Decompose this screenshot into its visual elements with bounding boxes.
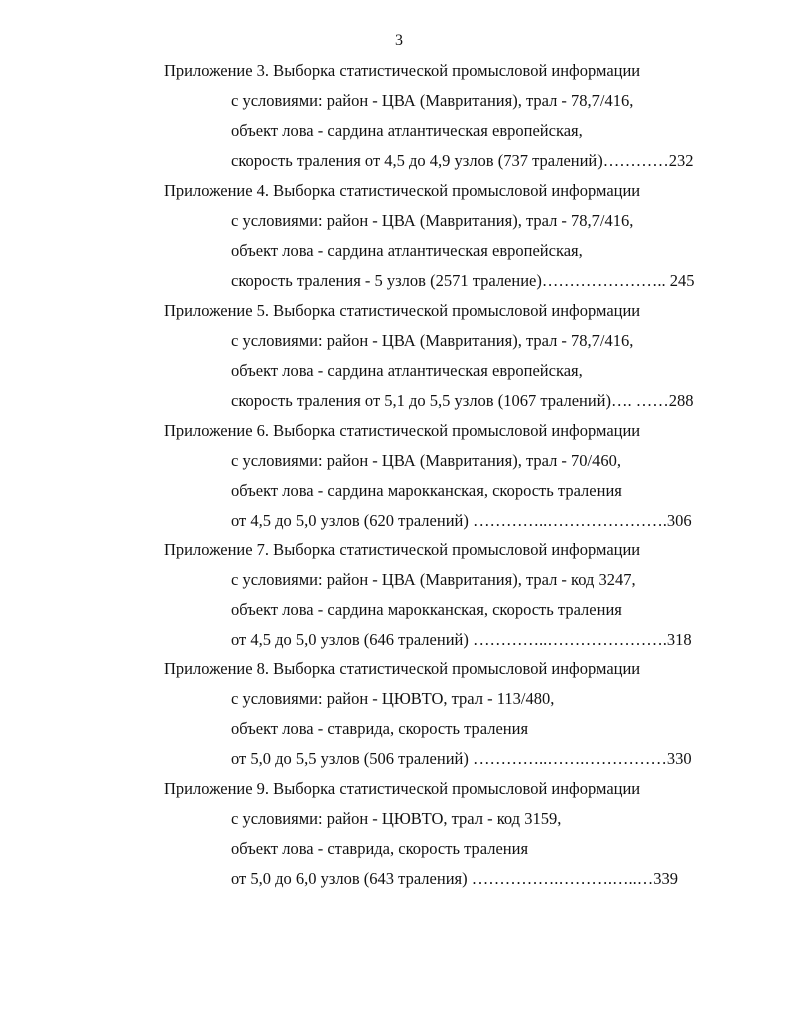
entry-line: объект лова - сардина марокканская, скорость траления: [231, 600, 622, 619]
entry-title: Приложение 7. Выборка статистической промысловой информации: [164, 540, 641, 559]
entry-line-with-page: от 4,5 до 5,0 узлов (646 тралений) …………..………………….318: [231, 630, 692, 649]
entry-line: с условиями: район - ЦВА (Мавритания), трал - 78,7/416,: [231, 331, 634, 350]
entry-line: объект лова - ставрида, скорость траления: [231, 719, 529, 738]
entry-line-with-page: скорость траления - 5 узлов (2571 траление)………………….. 245: [231, 271, 695, 290]
entry-line: объект лова - сардина марокканская, скорость траления: [231, 481, 622, 500]
entry-line: объект лова - сардина атлантическая европейская,: [231, 121, 583, 140]
entry-title: Приложение 3. Выборка статистической промысловой информации: [164, 61, 641, 80]
page-number: 3: [395, 32, 403, 49]
entry-line: с условиями: район - ЦЮВТО, трал - 113/480,: [231, 689, 555, 708]
entry-line: объект лова - ставрида, скорость траления: [231, 839, 529, 858]
entry-line: с условиями: район - ЦВА (Мавритания), трал - 78,7/416,: [231, 91, 634, 110]
entry-line: с условиями: район - ЦВА (Мавритания), трал - 70/460,: [231, 451, 622, 470]
entry-title: Приложение 5. Выборка статистической промысловой информации: [164, 301, 641, 320]
entry-title: Приложение 8. Выборка статистической промысловой информации: [164, 659, 641, 678]
entry-line: с условиями: район - ЦВА (Мавритания), трал - 78,7/416,: [231, 211, 634, 230]
entry-line-with-page: от 5,0 до 5,5 узлов (506 тралений) …………..…….……………330: [231, 749, 692, 768]
entry-line: с условиями: район - ЦЮВТО, трал - код 3159,: [231, 809, 562, 828]
entry-line: с условиями: район - ЦВА (Мавритания), трал - код 3247,: [231, 570, 636, 589]
entry-title: Приложение 6. Выборка статистической промысловой информации: [164, 421, 641, 440]
entry-line-with-page: от 5,0 до 6,0 узлов (643 траления) …………….……….…..…339: [231, 869, 678, 888]
entry-title: Приложение 9. Выборка статистической промысловой информации: [164, 779, 641, 798]
entry-line-with-page: скорость траления от 4,5 до 4,9 узлов (737 тралений)…………232: [231, 151, 694, 170]
entry-line: объект лова - сардина атлантическая европейская,: [231, 361, 583, 380]
entry-line-with-page: от 4,5 до 5,0 узлов (620 тралений) …………..………………….306: [231, 511, 692, 530]
entry-line: объект лова - сардина атлантическая европейская,: [231, 241, 583, 260]
entry-title: Приложение 4. Выборка статистической промысловой информации: [164, 181, 641, 200]
entry-line-with-page: скорость траления от 5,1 до 5,5 узлов (1067 тралений)…. ……288: [231, 391, 694, 410]
